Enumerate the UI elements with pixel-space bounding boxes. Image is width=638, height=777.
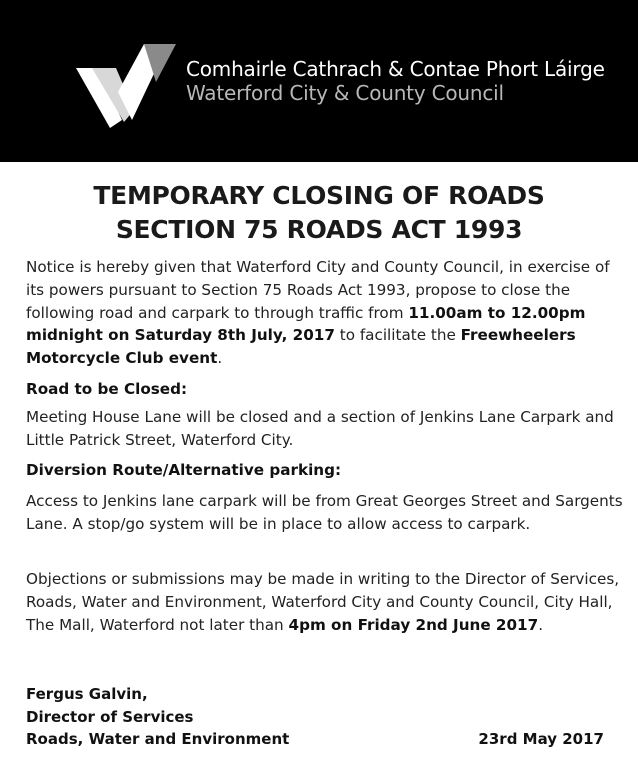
notice-title-line-2: SECTION 75 ROADS ACT 1993: [115, 215, 523, 244]
council-name-irish: Comhairle Cathrach & Contae Phort Láirge: [186, 57, 605, 81]
objections-paragraph: [26, 568, 626, 636]
objections-deadline: 4pm on Friday 2nd June 2017: [288, 615, 539, 634]
council-name: [186, 57, 605, 105]
notice-date: 23rd May 2017: [478, 730, 604, 748]
signature-block: [26, 683, 289, 751]
diversion-text: Access to Jenkins lane carpark will be from Great Georges Street and Sargents Lane. A stop/go system will be in place to allow access to carpark.: [26, 492, 623, 533]
objections-text-2: .: [538, 615, 544, 634]
signatory-name: Fergus Galvin,: [26, 685, 148, 703]
signatory-department: Roads, Water and Environment: [26, 730, 290, 748]
closure-time: 11.00am to 12.00pm midnight on Saturday 8th July, 2017: [26, 303, 586, 345]
intro-text: Notice is hereby given that Waterford City and County Council, in exercise of its powers pursuant to Section 75 Roads Act 1993, propose to close the following road and carpark to through traffic from: [26, 258, 610, 322]
council-name-english: Waterford City & County Council: [186, 81, 504, 105]
intro-text-3: .: [217, 349, 223, 368]
road-closed-heading: Road to be Closed:: [26, 380, 188, 398]
council-w-logo-icon: [72, 38, 182, 128]
council-header: [0, 0, 638, 162]
signatory-title: Director of Services: [26, 707, 194, 726]
road-closed-text: Meeting House Lane will be closed and a section of Jenkins Lane Carpark and Little Patrick Street, Waterford City.: [26, 408, 614, 449]
objections-text: Objections or submissions may be made in writing to the Director of Services, Roads, Water and Environment, Waterford City and County Council, City Hall, The Mall, Waterford not later than: [26, 570, 620, 634]
intro-text-2: to facilitate the: [334, 326, 461, 345]
notice-title-line-1: TEMPORARY CLOSING OF ROADS: [93, 181, 545, 210]
event-name: Freewheelers Motorcycle Club event: [26, 326, 576, 368]
intro-paragraph: [26, 256, 626, 370]
diversion-heading: Diversion Route/Alternative parking:: [26, 461, 342, 479]
